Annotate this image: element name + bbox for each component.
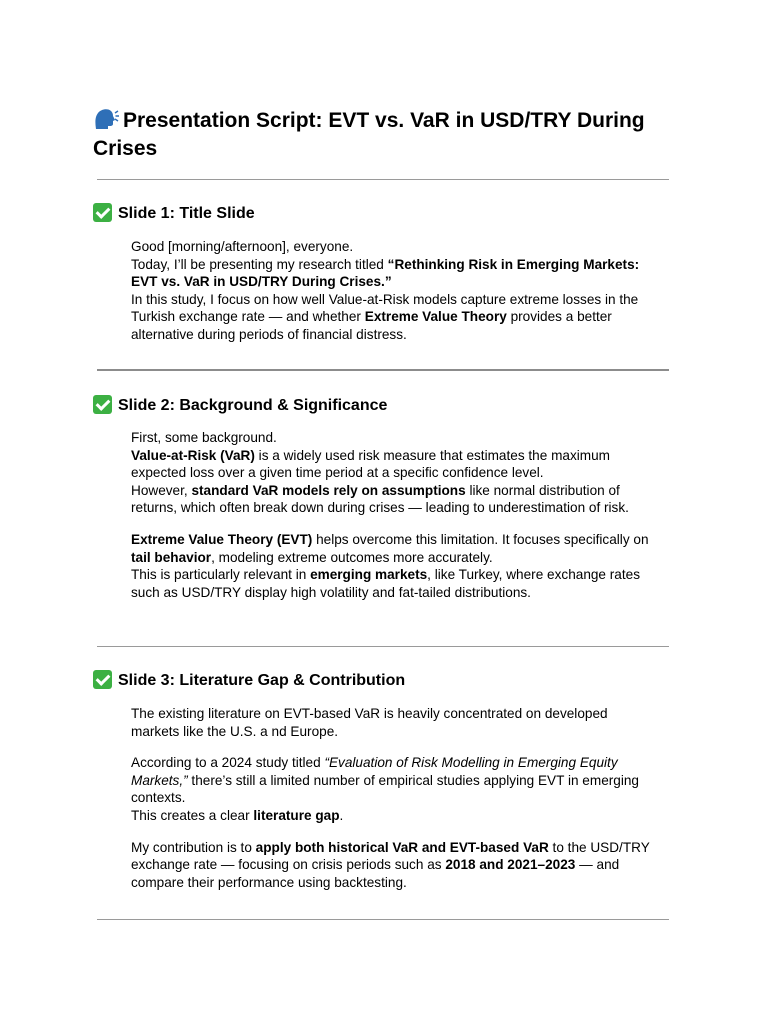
emphasis-text: tail behavior	[131, 549, 212, 565]
slide-3-heading	[93, 670, 405, 691]
divider	[97, 369, 669, 371]
text-run: , modeling extreme outcomes more accurately.	[211, 549, 493, 565]
speaking-head-icon	[93, 108, 119, 130]
check-mark-icon	[93, 203, 112, 222]
text-run: My contribution is to	[131, 839, 256, 855]
slide-3-heading-text: Slide 3: Literature Gap & Contribution	[118, 672, 406, 689]
study-focus-line	[131, 291, 651, 344]
research-title: “Rethinking Risk in Emerging Markets: EVT vs. VaR in USD/TRY During Crises.”	[131, 256, 640, 290]
text-run: provides a better alternative during periods of financial distress.	[131, 309, 612, 342]
slide-2-paragraph-2	[131, 531, 651, 601]
text-run: , like Turkey, where exchange rates such as USD/TRY display high volatility and fat-tailed distributions.	[131, 567, 640, 600]
check-mark-icon	[93, 395, 112, 414]
text-run: like normal distribution of returns, which often break down during crises — leading to underestimation of risk.	[131, 482, 629, 516]
greeting-line: Good [morning/afternoon], everyone.	[131, 239, 354, 254]
emphasis-text: Extreme Value Theory	[364, 309, 507, 325]
divider	[97, 919, 669, 920]
var-definition-line	[131, 447, 651, 482]
slide-3-paragraph-3	[131, 839, 651, 892]
slide-1-body	[131, 238, 651, 344]
text-run: This creates a clear	[131, 807, 254, 823]
slide-3-paragraph-2	[131, 754, 651, 824]
emphasis-text: Value-at-Risk (VaR)	[131, 447, 255, 463]
slide-1-paragraph	[131, 238, 651, 344]
emerging-markets-line	[131, 566, 651, 601]
text-run: This is particularly relevant in	[131, 567, 311, 583]
slide-2-paragraph-1	[131, 429, 651, 517]
divider	[97, 646, 669, 647]
text-run: is a widely used risk measure that estimates the maximum expected loss over a given time period at a specific confidence level.	[131, 447, 610, 481]
emphasis-text: literature gap	[253, 807, 340, 823]
study-citation-line	[131, 754, 651, 807]
slide-2-heading-text: Slide 2: Background & Significance	[118, 397, 388, 414]
emphasis-text: 2018 and 2021–2023	[445, 857, 576, 873]
cited-study-title: “Evaluation of Risk Modelling in Emerging Equity Markets,”	[131, 755, 618, 788]
document-title-text: Presentation Script: EVT vs. VaR in USD/TRY During Crises	[93, 109, 645, 160]
check-mark-icon	[93, 670, 112, 689]
text-run: helps overcome this limitation. It focuses specifically on	[312, 531, 649, 547]
slide-2-body	[131, 429, 651, 601]
emphasis-text: emerging markets	[310, 567, 428, 583]
slide-1-heading	[93, 203, 255, 224]
research-title-line	[131, 256, 651, 291]
emphasis-text: Extreme Value Theory (EVT)	[131, 531, 313, 547]
gap-line	[131, 807, 651, 825]
text-run: .	[339, 807, 344, 823]
text-run: However,	[131, 482, 192, 498]
slide-2-heading	[93, 395, 387, 416]
slide-1-heading-text: Slide 1: Title Slide	[118, 205, 255, 222]
divider	[97, 179, 669, 180]
evt-line	[131, 531, 651, 566]
background-intro-line: First, some background.	[131, 430, 277, 445]
text-run: to the USD/TRY exchange rate — focusing on crisis periods such as	[131, 839, 650, 873]
slide-3-paragraph-1: The existing literature on EVT-based VaR is heavily concentrated on developed markets like the U.S. a nd Europe.	[131, 706, 608, 739]
emphasis-text: apply both historical VaR and EVT-based VaR	[255, 839, 549, 855]
slide-3-body	[131, 705, 651, 891]
text-run: — and compare their performance using backtesting.	[131, 857, 620, 890]
document-title	[93, 107, 693, 163]
emphasis-text: standard VaR models rely on assumptions	[191, 482, 466, 498]
text-run: In this study, I focus on how well Value-at-Risk models capture extreme losses in the Turkish exchange rate — and whether	[131, 291, 639, 325]
text-run: According to a 2024 study titled	[131, 755, 325, 771]
text-run: Today, I’ll be presenting my research titled	[131, 256, 388, 272]
text-run: there’s still a limited number of empirical studies applying EVT in emerging contexts.	[131, 772, 639, 806]
var-limitation-line	[131, 482, 651, 517]
